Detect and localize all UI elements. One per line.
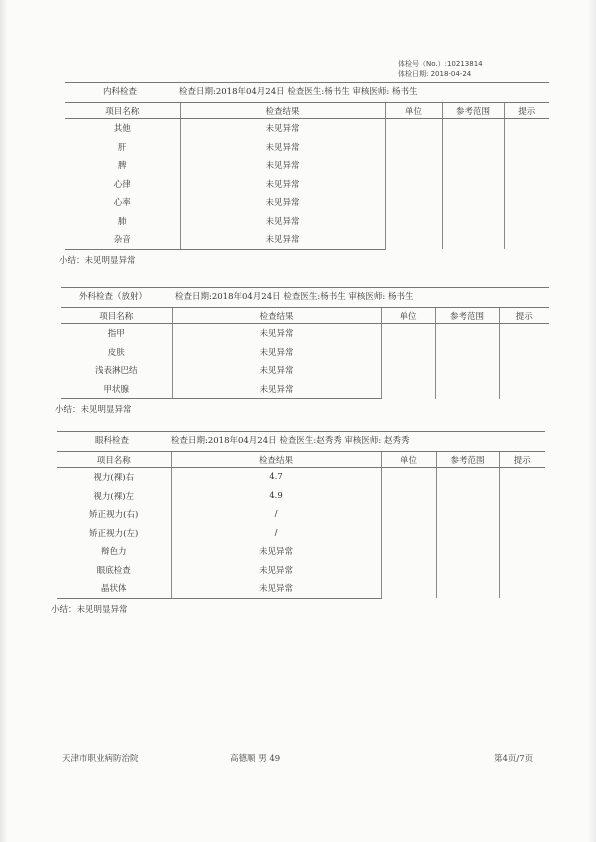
item-name: 指甲 <box>107 329 125 340</box>
section-summary: 小结：未见明显异常 <box>59 255 136 266</box>
item-result: 未见异常 <box>172 380 381 399</box>
header-unit: 单位 <box>381 452 436 468</box>
item-name: 心律 <box>113 179 131 190</box>
result-table <box>57 452 545 599</box>
item-result: 未见异常 <box>180 119 385 138</box>
item-result: 未见异常 <box>180 175 385 194</box>
section-title: 眼科检查 <box>95 436 130 446</box>
item-name: 杂音 <box>65 230 180 249</box>
item-name: 肝 <box>117 142 127 153</box>
item-name: 视力(裸)左 <box>93 491 135 502</box>
item-result: 未见异常 <box>180 193 385 212</box>
table-header-row <box>65 103 549 119</box>
item-result: 未见异常 <box>172 324 381 343</box>
exam-info-block <box>398 59 483 79</box>
item-name: 矫正视力(右) <box>89 510 139 521</box>
section-ophthalmology <box>51 431 545 615</box>
item-name: 心率 <box>113 198 131 209</box>
item-result: 未见异常 <box>180 230 385 249</box>
footer-hospital-name: 天津市职业病防治院 <box>62 754 139 764</box>
unit-cell <box>385 119 442 250</box>
unit-cell <box>381 468 436 599</box>
item-name: 视力(裸)右 <box>93 473 135 484</box>
item-name: 肺 <box>117 216 127 227</box>
page-edge-shadow-right <box>588 0 596 842</box>
result-table <box>65 103 549 250</box>
unit-cell <box>381 324 435 399</box>
result-table <box>61 308 549 399</box>
item-result: 未见异常 <box>172 343 381 362</box>
item-name: 矫正视力(左) <box>89 528 139 539</box>
item-name: 眼底检查 <box>96 565 131 576</box>
item-result: / <box>171 505 381 524</box>
section-title: 外科检查（放射） <box>79 292 148 302</box>
item-result: 4.7 <box>171 468 381 487</box>
header-ref: 参考范围 <box>436 452 499 468</box>
item-result: 未见异常 <box>171 579 381 598</box>
item-result: 未见异常 <box>180 212 385 231</box>
item-result: 4.9 <box>171 487 381 506</box>
header-result: 检查结果 <box>172 308 381 324</box>
section-title: 内科检查 <box>103 87 138 97</box>
item-name: 晶状体 <box>57 579 171 598</box>
hint-cell <box>499 468 545 599</box>
section-meta: 检查日期:2018年04月24日 检查医生:赵秀秀 审核医师: 赵秀秀 <box>171 436 410 446</box>
header-unit: 单位 <box>381 308 435 324</box>
ref-cell <box>435 324 499 399</box>
hint-cell <box>499 324 549 399</box>
footer-page-number: 第4页/7页 <box>494 754 534 764</box>
exam-number: 体检号（No.）:10213814 <box>398 60 483 68</box>
table-row <box>57 468 545 487</box>
header-ref: 参考范围 <box>442 103 504 119</box>
section-meta: 检查日期:2018年04月24日 检查医生:杨书生 审核医师: 杨书生 <box>179 87 418 97</box>
section-internal-medicine <box>59 82 549 266</box>
item-name: 辩色力 <box>100 547 127 558</box>
section-summary: 小结：未见明显异常 <box>55 405 132 415</box>
item-name: 浅表淋巴结 <box>94 366 138 377</box>
exam-date: 体检日期: 2018-04-24 <box>398 70 472 78</box>
item-result: 未见异常 <box>180 156 385 175</box>
table-header-row <box>57 452 545 468</box>
header-unit: 单位 <box>385 103 442 119</box>
header-result: 检查结果 <box>171 452 381 468</box>
header-hint: 提示 <box>499 308 549 324</box>
footer-patient-info: 高德顺 男 49 <box>230 754 281 764</box>
hint-cell <box>504 119 549 250</box>
header-ref: 参考范围 <box>435 308 499 324</box>
header-hint: 提示 <box>499 452 545 468</box>
item-name: 甲状腺 <box>61 380 172 399</box>
item-result: 未见异常 <box>180 138 385 157</box>
section-meta: 检查日期:2018年04月24日 检查医生:杨书生 审核医师: 杨书生 <box>175 292 414 302</box>
page-edge-shadow-left <box>0 0 8 842</box>
header-result: 检查结果 <box>180 103 385 119</box>
ref-cell <box>436 468 499 599</box>
table-row <box>65 119 549 138</box>
item-result: 未见异常 <box>172 361 381 380</box>
header-item: 项目名称 <box>65 103 180 119</box>
item-result: 未见异常 <box>171 542 381 561</box>
table-header-row <box>61 308 549 324</box>
header-item: 项目名称 <box>57 452 171 468</box>
section-header <box>65 82 549 103</box>
item-result: / <box>171 524 381 543</box>
ref-cell <box>442 119 504 250</box>
section-header <box>57 431 545 452</box>
item-name: 皮肤 <box>107 347 125 358</box>
section-header <box>61 287 549 308</box>
header-item: 项目名称 <box>61 308 172 324</box>
table-row <box>61 324 549 343</box>
item-name: 脾 <box>117 161 127 172</box>
section-summary: 小结：未见明显异常 <box>51 604 128 615</box>
header-hint: 提示 <box>504 103 549 119</box>
section-surgery <box>55 287 549 415</box>
item-name: 其他 <box>113 124 131 135</box>
item-result: 未见异常 <box>171 561 381 580</box>
